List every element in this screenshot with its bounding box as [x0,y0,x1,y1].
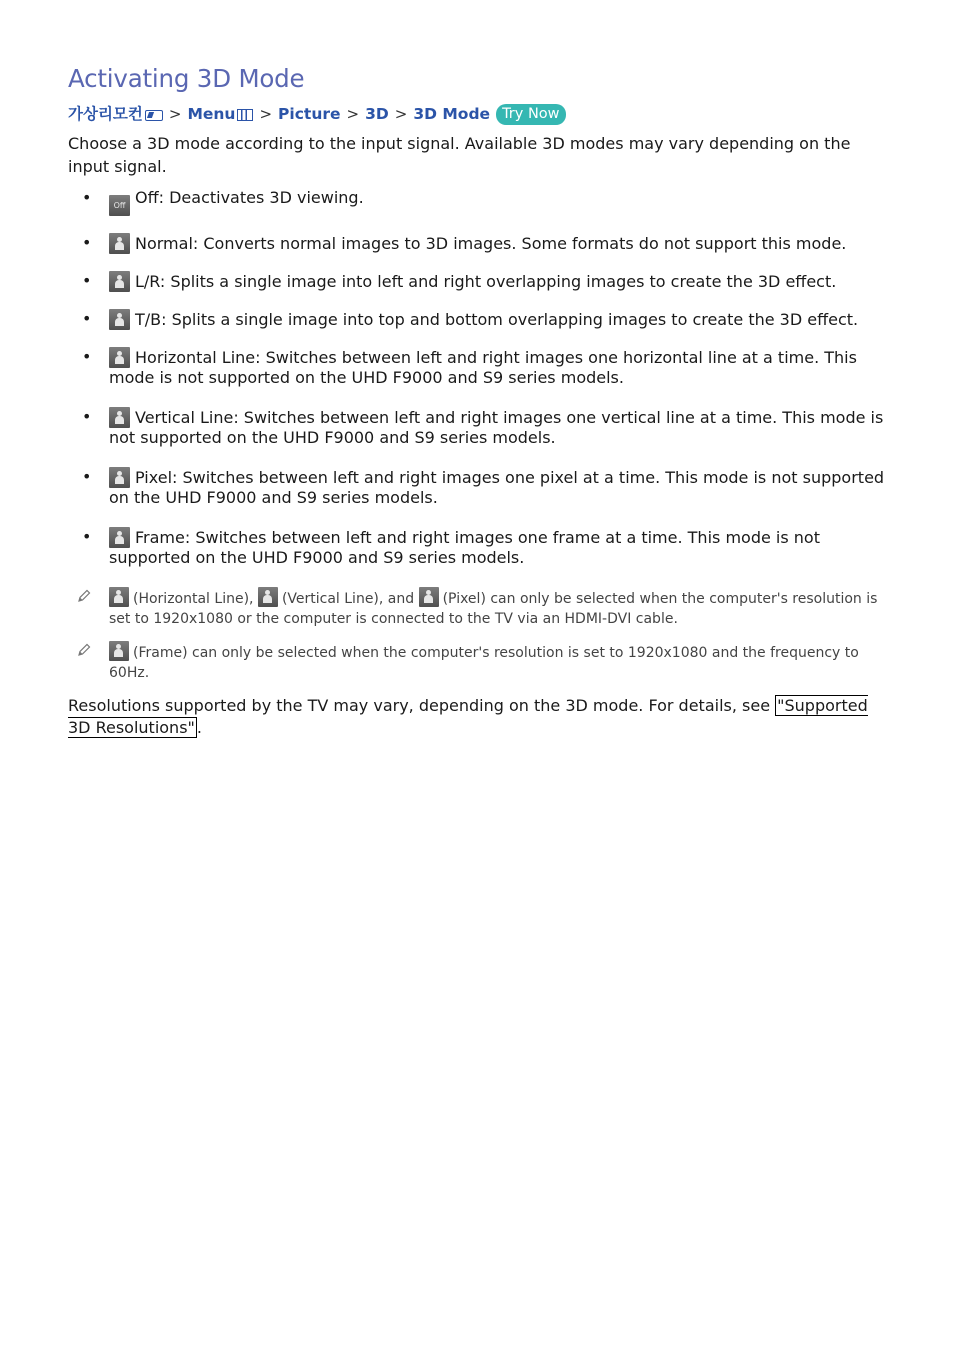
bullet: • [82,233,92,252]
mode-description: Normal: Converts normal images to 3D images. Some formats do not support this mode. [135,234,847,253]
supported-3d-resolutions-link[interactable]: "Supported 3D Resolutions" [68,696,868,737]
frame-icon [109,527,130,548]
pixel-icon [109,467,130,488]
mode-description: Pixel: Switches between left and right images one pixel at a time. This mode is not supported on the UHD F9000 and S9 series models. [109,468,885,507]
page [68,62,890,739]
virtual-remote-icon [145,110,163,121]
mode-description: L/R: Splits a single image into left and right overlapping images to create the 3D effect. [135,272,837,291]
note [68,587,890,629]
try-now-button[interactable]: Try Now [496,104,565,125]
list-item [68,271,890,292]
list-item [68,347,890,387]
breadcrumb-item-3d[interactable]: 3D [365,105,389,123]
note-text: (Vertical Line), and [281,591,415,607]
list-item [68,527,890,567]
bullet: • [82,527,92,546]
tb-icon [109,309,130,330]
resolutions-body: Resolutions supported by the TV may vary, depending on the 3D mode. For details, see [68,696,776,715]
notes [68,587,890,683]
breadcrumb-separator: > [168,105,182,123]
pencil-icon [77,589,91,603]
breadcrumb-item-picture[interactable]: Picture [278,105,341,123]
list-item [68,407,890,447]
note-text: (Frame) can only be selected when the computer's resolution is set to 1920x1080 and the frequency to 60Hz. [109,645,859,681]
breadcrumb-separator: > [346,105,360,123]
mode-description: T/B: Splits a single image into top and bottom overlapping images to create the 3D effect. [135,310,859,329]
resolutions-end: . [196,718,202,737]
horizontal-line-icon [109,347,130,368]
page-title: Activating 3D Mode [68,64,305,93]
list-item [68,467,890,507]
list-item [68,233,890,254]
vertical-line-icon [258,587,278,607]
mode-list [68,188,890,567]
menu-icon [237,109,253,121]
horizontal-line-icon [109,587,129,607]
lr-icon [109,271,130,292]
normal-icon [109,233,130,254]
mode-description: Off: Deactivates 3D viewing. [135,188,364,207]
note-text: (Horizontal Line), [133,591,254,607]
breadcrumb-separator: > [394,105,408,123]
vertical-line-icon [109,407,130,428]
resolutions-text [68,695,890,739]
intro-text: Choose a 3D mode according to the input signal. Available 3D modes may vary depending on the input signal. [68,134,851,176]
bullet: • [82,188,92,207]
mode-description: Vertical Line: Switches between left and right images one vertical line at a time. This mode is not supported on the UHD F9000 and S9 series models. [109,408,884,447]
breadcrumb-item-remote[interactable]: 가상리모컨 [68,105,143,123]
list-item [68,188,890,216]
mode-description: Horizontal Line: Switches between left and right images one horizontal line at a time. This mode is not supported on the UHD F9000 and S9 series models. [109,348,857,387]
mode-description: Frame: Switches between left and right images one frame at a time. This mode is not supported on the UHD F9000 and S9 series models. [109,528,820,567]
frame-icon [109,641,129,661]
bullet: • [82,467,92,486]
bullet: • [82,407,92,426]
breadcrumb-item-menu[interactable]: Menu [187,105,236,123]
pencil-icon [77,643,91,657]
bullet: • [82,347,92,366]
list-item [68,309,890,330]
breadcrumb-item-3d-mode[interactable]: 3D Mode [413,105,491,123]
bullet: • [82,309,92,328]
note [68,641,890,683]
breadcrumb [68,103,890,125]
pixel-icon [419,587,439,607]
bullet: • [82,271,92,290]
breadcrumb-separator: > [259,105,273,123]
off-icon: Off [109,195,130,216]
note-text: (Pixel) can only be selected when the computer's resolution is set to 1920x1080 or the computer is connected to the TV via an HDMI-DVI cable. [109,591,878,627]
